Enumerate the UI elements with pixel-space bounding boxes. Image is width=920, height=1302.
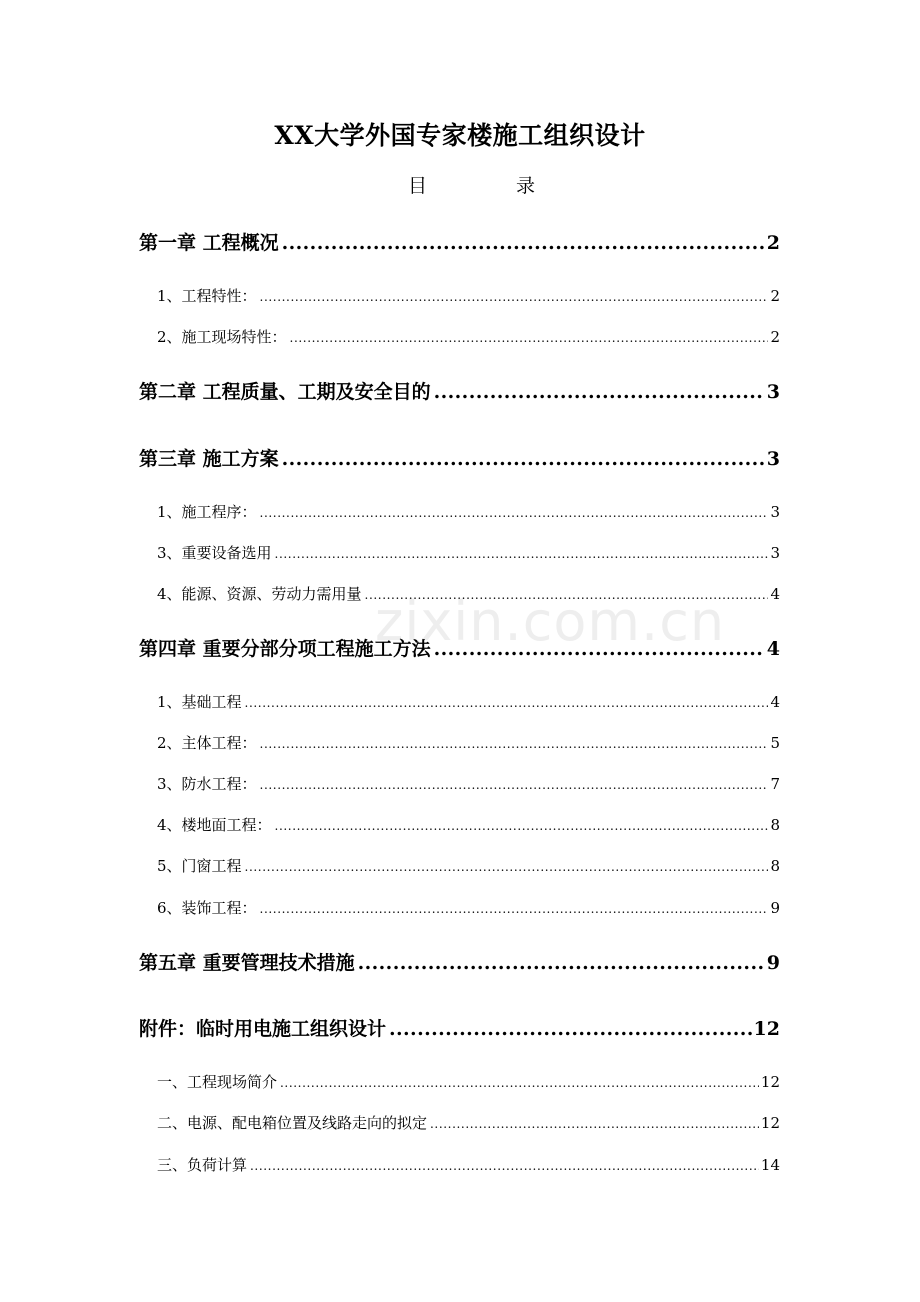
toc-entry-page: 12 bbox=[760, 1114, 780, 1132]
toc-entry-label: 3、防水工程： bbox=[157, 775, 257, 793]
toc-leader-dots bbox=[250, 1154, 759, 1178]
toc-leader-dots bbox=[434, 377, 765, 407]
toc-entry-4-6[interactable] bbox=[0, 896, 780, 920]
toc-entry-4-4[interactable] bbox=[0, 813, 780, 837]
document-title: XX大学外国专家楼施工组织设计 bbox=[274, 121, 646, 150]
toc-entry-page: 2 bbox=[770, 287, 780, 305]
toc-entry-label: 第四章 重要分部分项工程施工方法 bbox=[139, 638, 431, 660]
toc-entry-chapter-5[interactable] bbox=[0, 948, 780, 978]
toc-entry-appendix[interactable] bbox=[0, 1014, 780, 1044]
toc-entry-page: 3 bbox=[770, 503, 780, 521]
toc-entry-1-1[interactable] bbox=[0, 284, 780, 308]
toc-entry-page: 9 bbox=[770, 899, 780, 917]
toc-leader-dots bbox=[358, 948, 765, 978]
toc-entry-appendix-1[interactable] bbox=[0, 1070, 780, 1094]
toc-entry-appendix-2[interactable] bbox=[0, 1111, 780, 1135]
toc-entry-page: 7 bbox=[770, 775, 780, 793]
toc-heading bbox=[0, 170, 920, 202]
toc-entry-3-1[interactable] bbox=[0, 500, 780, 524]
toc-leader-dots bbox=[245, 855, 769, 879]
toc-entry-label: 1、施工程序： bbox=[157, 503, 257, 521]
toc-leader-dots bbox=[275, 814, 769, 838]
toc-entry-label: 4、楼地面工程： bbox=[157, 816, 272, 834]
toc-entry-label: 2、主体工程： bbox=[157, 734, 257, 752]
toc-entry-page: 3 bbox=[770, 544, 780, 562]
toc-entry-page: 4 bbox=[770, 693, 780, 711]
toc-entry-page: 4 bbox=[766, 638, 780, 660]
toc-entry-label: 4、能源、资源、劳动力需用量 bbox=[157, 585, 362, 603]
toc-entry-page: 3 bbox=[766, 381, 780, 403]
toc-entry-appendix-3[interactable] bbox=[0, 1153, 780, 1177]
toc-leader-dots bbox=[389, 1014, 752, 1044]
toc-entry-label: 5、门窗工程 bbox=[157, 857, 242, 875]
toc-leader-dots bbox=[282, 228, 765, 258]
toc-leader-dots bbox=[430, 1112, 759, 1136]
toc-entry-page: 4 bbox=[770, 585, 780, 603]
toc-entry-label: 2、施工现场特性： bbox=[157, 328, 287, 346]
toc-entry-label: 附件：临时用电施工组织设计 bbox=[139, 1018, 387, 1040]
toc-entry-label: 3、重要设备选用 bbox=[157, 544, 272, 562]
toc-entry-page: 2 bbox=[766, 232, 780, 254]
toc-entry-page: 9 bbox=[766, 952, 780, 974]
toc-entry-4-5[interactable] bbox=[0, 854, 780, 878]
toc-leader-dots bbox=[290, 326, 769, 350]
toc-entry-chapter-1[interactable] bbox=[0, 228, 780, 258]
toc-entry-4-1[interactable] bbox=[0, 690, 780, 714]
toc-leader-dots bbox=[260, 773, 769, 797]
toc-entry-page: 14 bbox=[760, 1156, 780, 1174]
toc-heading-char-1: 目 bbox=[408, 175, 428, 197]
toc-entry-chapter-2[interactable] bbox=[0, 377, 780, 407]
toc-leader-dots bbox=[260, 897, 769, 921]
toc-entry-label: 第五章 重要管理技术措施 bbox=[139, 952, 355, 974]
toc-entry-label: 1、基础工程 bbox=[157, 693, 242, 711]
toc-entry-label: 1、工程特性： bbox=[157, 287, 257, 305]
toc-entry-label: 第二章 工程质量、工期及安全目的 bbox=[139, 381, 431, 403]
toc-entry-4-2[interactable] bbox=[0, 731, 780, 755]
toc-heading-char-2: 录 bbox=[516, 175, 536, 197]
toc-leader-dots bbox=[280, 1071, 759, 1095]
toc-leader-dots bbox=[434, 634, 765, 664]
toc-leader-dots bbox=[260, 285, 769, 309]
toc-entry-4-3[interactable] bbox=[0, 772, 780, 796]
watermark: zixin.com.cn bbox=[375, 590, 726, 653]
toc-entry-label: 第三章 施工方案 bbox=[139, 448, 279, 470]
toc-entry-label: 二、电源、配电箱位置及线路走向的拟定 bbox=[157, 1114, 428, 1132]
toc-entry-page: 2 bbox=[770, 328, 780, 346]
toc-entry-page: 12 bbox=[753, 1018, 780, 1040]
toc-entry-label: 6、装饰工程： bbox=[157, 899, 257, 917]
toc-leader-dots bbox=[260, 732, 769, 756]
toc-entry-chapter-4[interactable] bbox=[0, 634, 780, 664]
toc-entry-page: 12 bbox=[760, 1073, 780, 1091]
toc-entry-3-4[interactable] bbox=[0, 582, 780, 606]
toc-entry-page: 8 bbox=[770, 857, 780, 875]
toc-leader-dots bbox=[260, 501, 769, 525]
toc-entry-label: 三、负荷计算 bbox=[157, 1156, 248, 1174]
toc-entry-page: 8 bbox=[770, 816, 780, 834]
toc-entry-1-2[interactable] bbox=[0, 325, 780, 349]
toc-leader-dots bbox=[245, 691, 769, 715]
toc-leader-dots bbox=[275, 542, 769, 566]
toc-entry-label: 一、工程现场简介 bbox=[157, 1073, 278, 1091]
toc-entry-chapter-3[interactable] bbox=[0, 444, 780, 474]
toc-leader-dots bbox=[282, 444, 765, 474]
toc-leader-dots bbox=[365, 583, 769, 607]
toc-entry-label: 第一章 工程概况 bbox=[139, 232, 279, 254]
toc-entry-page: 3 bbox=[766, 448, 780, 470]
toc-entry-3-3[interactable] bbox=[0, 541, 780, 565]
toc-entry-page: 5 bbox=[770, 734, 780, 752]
